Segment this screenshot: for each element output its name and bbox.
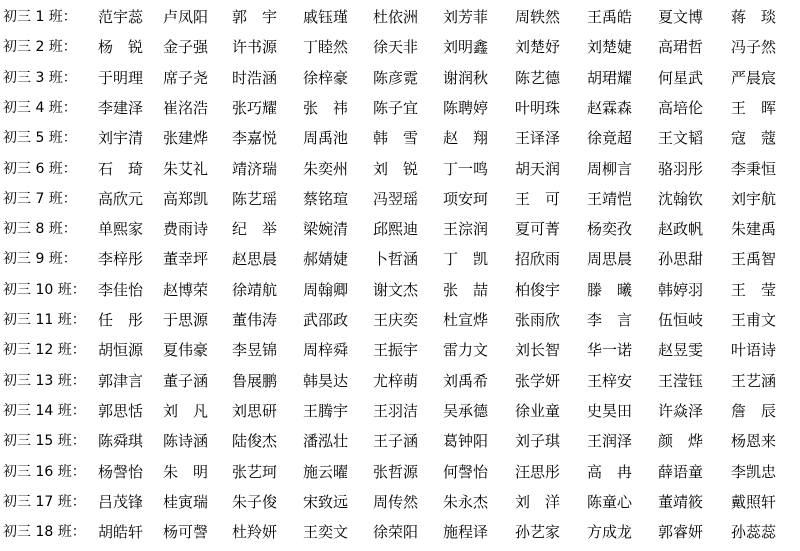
student-name: 雷力文: [443, 341, 489, 360]
student-name: 高郑凯: [163, 189, 209, 208]
student-name: 王 莹: [731, 280, 777, 299]
student-name: 张学妍: [515, 371, 561, 390]
student-name: 徐梓豪: [303, 68, 349, 87]
student-name: 高欣元: [98, 189, 144, 208]
student-name: 许焱泽: [658, 401, 704, 420]
student-name: 刘宇清: [98, 129, 144, 148]
student-name: 陈艺瑶: [232, 189, 278, 208]
student-name: 武邵政: [303, 311, 349, 329]
student-name: 骆羽彤: [658, 159, 704, 178]
student-name: 戚钰瑾: [303, 8, 349, 26]
student-name: 王庆奕: [373, 311, 419, 329]
student-name: 徐靖航: [232, 280, 278, 299]
student-name: 高 冉: [587, 462, 633, 481]
student-name: 韩昊达: [303, 371, 349, 390]
student-name: 高培伦: [658, 98, 704, 117]
student-name: 卢凤阳: [163, 8, 209, 26]
student-name: 王腾宇: [303, 401, 349, 420]
student-name: 胡天润: [515, 159, 561, 178]
student-name: 施云曜: [303, 462, 349, 481]
student-name: 靖济瑞: [232, 159, 278, 178]
roster-row: [0, 32, 800, 62]
student-name: 汪思彤: [515, 462, 561, 481]
student-name: 梁婉清: [303, 220, 349, 239]
student-name: 董子涵: [163, 371, 209, 390]
student-name: 胡皓轩: [98, 523, 144, 542]
student-name: 时浩涵: [232, 68, 278, 87]
roster-row: [0, 487, 800, 517]
student-name: 许书源: [232, 38, 278, 57]
student-name: 郭睿妍: [658, 523, 704, 542]
student-name: 胡恒源: [98, 341, 144, 360]
class-label: 初三 3 班：: [3, 69, 77, 86]
student-name: 丁一鸣: [443, 159, 489, 178]
student-name: 沈翰钦: [658, 189, 704, 208]
student-name: 陆俊杰: [232, 432, 278, 451]
student-name: 王 晖: [731, 98, 777, 117]
roster-row: [0, 366, 800, 396]
student-name: 夏文博: [658, 8, 704, 26]
student-name: 陈子宜: [373, 98, 419, 117]
student-name: 周柳言: [587, 159, 633, 178]
class-label: 初三 2 班：: [3, 39, 77, 56]
class-label: 初三 9 班：: [3, 251, 77, 268]
student-name: 赵政帆: [658, 220, 704, 239]
student-name: 杨可謦: [163, 523, 209, 542]
student-name: 高珺哲: [658, 38, 704, 57]
student-name: 刘思研: [232, 401, 278, 420]
class-label: 初三 15 班：: [3, 433, 86, 450]
student-name: 李嘉悦: [232, 129, 278, 148]
student-name: 潘泓壮: [303, 432, 349, 451]
student-name: 席子尧: [163, 68, 209, 87]
roster-row: [0, 457, 800, 487]
student-name: 冯翌瑶: [373, 189, 419, 208]
student-name: 刘明鑫: [443, 38, 489, 57]
student-name: 赵霖森: [587, 98, 633, 117]
student-name: 韩 雪: [373, 129, 419, 148]
student-name: 朱永杰: [443, 492, 489, 511]
class-label: 初三 10 班：: [3, 281, 86, 298]
class-label: 初三 14 班：: [3, 402, 86, 419]
student-name: 郭 宇: [232, 8, 278, 26]
student-name: 谢润秋: [443, 68, 489, 87]
student-name: 陈彦霓: [373, 68, 419, 87]
student-name: 赵博荣: [163, 280, 209, 299]
roster-row: [0, 93, 800, 123]
student-name: 周梓舜: [303, 341, 349, 360]
student-name: 石 琦: [98, 159, 144, 178]
roster-row: [0, 517, 800, 547]
student-name: 寇 蔻: [731, 129, 777, 148]
student-name: 刘楚妤: [515, 38, 561, 57]
student-name: 刘 锐: [373, 159, 419, 178]
student-name: 王振宇: [373, 341, 419, 360]
student-name: 张哲源: [373, 462, 419, 481]
student-name: 叶明珠: [515, 98, 561, 117]
student-name: 朱建禹: [731, 220, 777, 239]
student-name: 王文韬: [658, 129, 704, 148]
class-label: 初三 13 班：: [3, 372, 86, 389]
student-name: 宋致远: [303, 492, 349, 511]
roster-row: [0, 335, 800, 365]
student-name: 李佳怡: [98, 280, 144, 299]
student-name: 邱熙迪: [373, 220, 419, 239]
roster-row: [0, 63, 800, 93]
roster-row: [0, 275, 800, 305]
student-name: 金子强: [163, 38, 209, 57]
student-name: 孙思甜: [658, 250, 704, 269]
student-name: 施程译: [443, 523, 489, 542]
student-name: 叶语诗: [731, 341, 777, 360]
student-name: 陈艺德: [515, 68, 561, 87]
student-name: 王润泽: [587, 432, 633, 451]
student-name: 詹 辰: [731, 401, 777, 420]
student-name: 李秉恒: [731, 159, 777, 178]
student-name: 朱艾礼: [163, 159, 209, 178]
student-name: 王奕文: [303, 523, 349, 542]
class-label: 初三 18 班：: [3, 524, 86, 541]
student-name: 史昊田: [587, 401, 633, 420]
student-name: 徐竟超: [587, 129, 633, 148]
student-name: 刘子琪: [515, 432, 561, 451]
student-name: 冯子然: [731, 38, 777, 57]
student-name: 刘长智: [515, 341, 561, 360]
student-name: 颜 烨: [658, 432, 704, 451]
student-name: 戴照轩: [731, 492, 777, 511]
student-name: 张建烨: [163, 129, 209, 148]
student-name: 薛语童: [658, 462, 704, 481]
roster-row: [0, 305, 800, 335]
student-name: 桂寅瑞: [163, 492, 209, 511]
student-name: 胡珺耀: [587, 68, 633, 87]
student-name: 鲁展鹏: [232, 371, 278, 390]
student-name: 夏伟豪: [163, 341, 209, 360]
student-name: 严晨宸: [731, 68, 777, 87]
roster-row: [0, 123, 800, 153]
student-name: 杜羚妍: [232, 523, 278, 542]
student-name: 葛钟阳: [443, 432, 489, 451]
student-name: 吴承德: [443, 401, 489, 420]
student-name: 周思晨: [587, 250, 633, 269]
student-name: 王甫文: [731, 311, 777, 329]
roster-row: [0, 184, 800, 214]
roster-row: [0, 214, 800, 244]
student-name: 华一诺: [587, 341, 633, 360]
student-name: 王靖恺: [587, 189, 633, 208]
class-label: 初三 11 班：: [3, 312, 86, 328]
student-name: 朱奕州: [303, 159, 349, 178]
student-name: 夏可菁: [515, 220, 561, 239]
student-name: 王禹皓: [587, 8, 633, 26]
class-label: 初三 16 班：: [3, 463, 86, 480]
student-name: 张雨欣: [515, 311, 561, 329]
student-name: 王译泽: [515, 129, 561, 148]
student-name: 杜依洲: [373, 8, 419, 26]
student-name: 招欣雨: [515, 250, 561, 269]
student-name: 张巧耀: [232, 98, 278, 117]
student-name: 何謦怡: [443, 462, 489, 481]
student-name: 滕 曦: [587, 280, 633, 299]
student-name: 单熙家: [98, 220, 144, 239]
student-name: 李梓彤: [98, 250, 144, 269]
student-name: 杨謦怡: [98, 462, 144, 481]
student-name: 范宇蕊: [98, 8, 144, 26]
student-name: 于明理: [98, 68, 144, 87]
class-label: 初三 4 班：: [3, 99, 77, 116]
roster-row: [0, 2, 800, 32]
student-name: 蒋 琰: [731, 8, 777, 26]
student-name: 孙艺家: [515, 523, 561, 542]
student-name: 王艺涵: [731, 371, 777, 390]
student-name: 孙蕊蕊: [731, 523, 777, 542]
student-name: 周传然: [373, 492, 419, 511]
student-name: 陈童心: [587, 492, 633, 511]
student-name: 王羽洁: [373, 401, 419, 420]
class-label: 初三 1 班：: [3, 9, 77, 25]
student-name: 陈舜琪: [98, 432, 144, 451]
student-name: 王梓安: [587, 371, 633, 390]
student-name: 李建泽: [98, 98, 144, 117]
student-name: 韩婷羽: [658, 280, 704, 299]
class-label: 初三 5 班：: [3, 130, 77, 147]
student-name: 方成龙: [587, 523, 633, 542]
class-label: 初三 17 班：: [3, 493, 86, 510]
student-name: 杨 锐: [98, 38, 144, 57]
student-name: 刘宇航: [731, 189, 777, 208]
student-name: 谢文杰: [373, 280, 419, 299]
student-name: 项安珂: [443, 189, 489, 208]
student-name: 朱子俊: [232, 492, 278, 511]
student-name: 周禹池: [303, 129, 349, 148]
student-name: 李 言: [587, 311, 633, 329]
student-name: 徐业童: [515, 401, 561, 420]
student-name: 于思源: [163, 311, 209, 329]
student-name: 吕茂锋: [98, 492, 144, 511]
student-name: 刘楚婕: [587, 38, 633, 57]
student-name: 郝婧婕: [303, 250, 349, 269]
roster-row: [0, 244, 800, 274]
student-name: 郭思恬: [98, 401, 144, 420]
student-name: 王 可: [515, 189, 561, 208]
student-name: 董伟涛: [232, 311, 278, 329]
student-name: 杨恩来: [731, 432, 777, 451]
student-name: 崔洺浩: [163, 98, 209, 117]
student-name: 周轶然: [515, 8, 561, 26]
student-name: 尤梓萌: [373, 371, 419, 390]
student-name: 王淙润: [443, 220, 489, 239]
roster-row: [0, 154, 800, 184]
student-name: 费雨诗: [163, 220, 209, 239]
student-name: 刘 洋: [515, 492, 561, 511]
class-label: 初三 7 班：: [3, 190, 77, 207]
student-name: 赵昱雯: [658, 341, 704, 360]
class-label: 初三 12 班：: [3, 342, 86, 359]
student-name: 卜哲涵: [373, 250, 419, 269]
class-label: 初三 6 班：: [3, 160, 77, 177]
student-name: 赵思晨: [232, 250, 278, 269]
student-name: 丁 凯: [443, 250, 489, 269]
student-name: 徐荣阳: [373, 523, 419, 542]
student-name: 刘禹希: [443, 371, 489, 390]
student-name: 刘 凡: [163, 401, 209, 420]
student-name: 杜宣烨: [443, 311, 489, 329]
student-name: 赵 翔: [443, 129, 489, 148]
student-name: 陈诗涵: [163, 432, 209, 451]
student-name: 朱 明: [163, 462, 209, 481]
student-name: 董幸坪: [163, 250, 209, 269]
student-name: 周翰卿: [303, 280, 349, 299]
student-name: 丁睦然: [303, 38, 349, 57]
student-name: 蔡铭瑄: [303, 189, 349, 208]
student-name: 郭津言: [98, 371, 144, 390]
student-name: 杨奕孜: [587, 220, 633, 239]
student-name: 纪 举: [232, 220, 278, 239]
student-name: 张艺珂: [232, 462, 278, 481]
roster-row: [0, 426, 800, 456]
roster-row: [0, 396, 800, 426]
student-name: 董靖筱: [658, 492, 704, 511]
student-name: 徐天非: [373, 38, 419, 57]
student-name: 李凯忠: [731, 462, 777, 481]
student-name: 柏俊宇: [515, 280, 561, 299]
student-name: 伍恒岐: [658, 311, 704, 329]
student-name: 王禹智: [731, 250, 777, 269]
student-name: 何星武: [658, 68, 704, 87]
student-name: 王子涵: [373, 432, 419, 451]
student-name: 王滢钰: [658, 371, 704, 390]
student-name: 任 彤: [98, 311, 144, 329]
student-name: 张 喆: [443, 280, 489, 299]
student-name: 陈聘婷: [443, 98, 489, 117]
class-label: 初三 8 班：: [3, 221, 77, 238]
student-name: 李昱锦: [232, 341, 278, 360]
student-name: 张 祎: [303, 98, 349, 117]
student-name: 刘芳菲: [443, 8, 489, 26]
